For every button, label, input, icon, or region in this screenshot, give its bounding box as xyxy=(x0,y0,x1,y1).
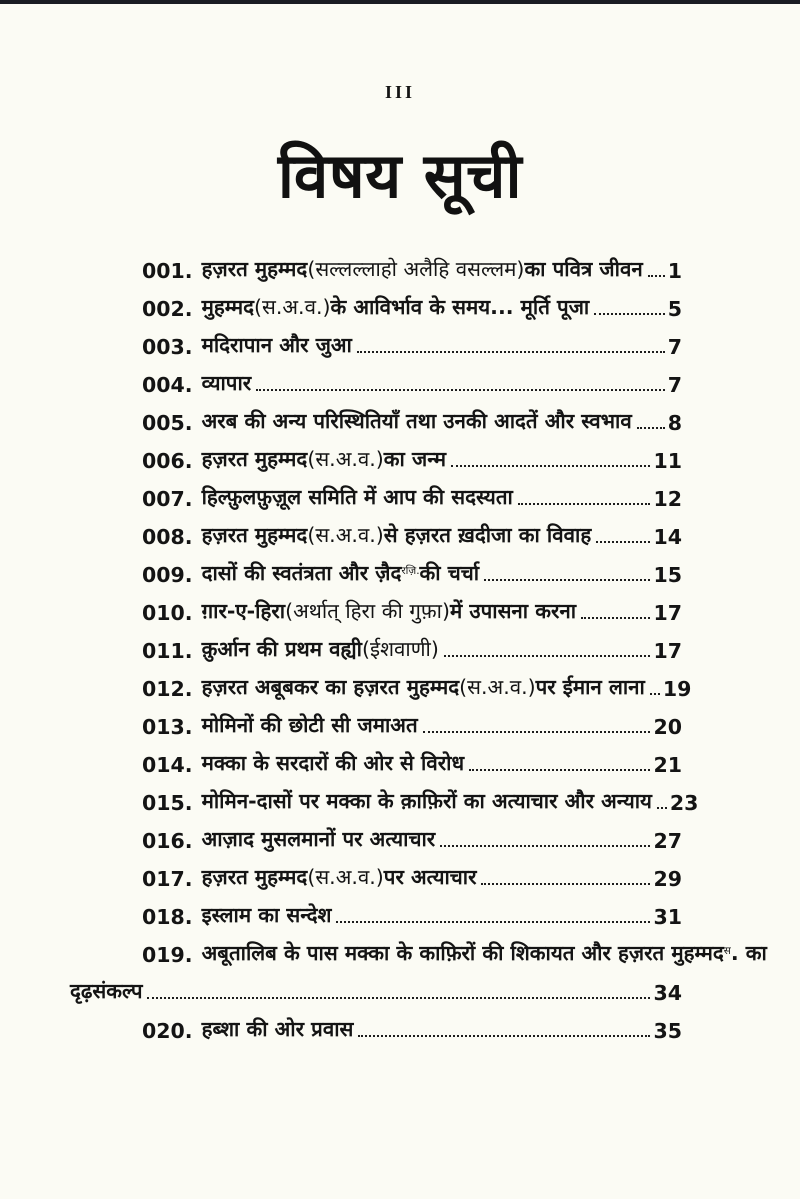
toc-entry-page-number: 12 xyxy=(653,486,682,511)
toc-entry-number: 003. xyxy=(142,334,193,359)
page-title: विषय सूची xyxy=(277,139,523,212)
toc-dot-leader xyxy=(484,579,650,581)
toc-entry-line-continued xyxy=(70,967,682,1005)
toc-entry xyxy=(70,891,682,929)
toc-entry-number: 014. xyxy=(142,752,193,777)
toc-entry-parenthetical: (ईशवाणी) xyxy=(362,636,439,661)
toc-entry-line xyxy=(70,891,682,929)
toc-entry-parenthetical: (सल्लल्लाहो अलैहि वसल्लम) xyxy=(307,256,525,281)
toc-entry-line xyxy=(70,625,682,663)
toc-dot-leader xyxy=(637,427,665,429)
toc-entry-line xyxy=(70,739,682,777)
toc-entry-page-number: 19 xyxy=(662,676,692,701)
toc-dot-leader xyxy=(423,731,651,733)
toc-dot-leader xyxy=(256,389,665,391)
toc-entry-title: हज़रत मुहम्मद xyxy=(201,864,308,889)
toc-entry xyxy=(70,701,682,739)
toc-entry-title: हज़रत अबूबकर का हज़रत मुहम्मद xyxy=(201,674,460,699)
toc-entry-title: क़ुर्आन की प्रथम वह्यी xyxy=(201,636,362,661)
toc-entry-number: 020. xyxy=(142,1018,193,1043)
toc-entry-line xyxy=(70,1005,682,1043)
toc-entry-line xyxy=(70,853,682,891)
toc-entry-page-number: 15 xyxy=(653,562,682,587)
toc-entry-line xyxy=(70,929,767,967)
toc-entry-superscript: रज़ि. xyxy=(401,565,420,577)
toc-entry-title: व्यापार xyxy=(201,370,252,395)
toc-entry-title: दृढ़संकल्प xyxy=(70,978,143,1003)
toc-entry-number: 009. xyxy=(142,562,193,587)
toc-entry-title: मक्का के सरदारों की ओर से विरोध xyxy=(201,750,465,775)
toc-entry-page-number: 14 xyxy=(653,524,682,549)
toc-entry-parenthetical: (स.अ.व.) xyxy=(307,522,384,547)
toc-dot-leader xyxy=(444,655,651,657)
table-of-contents xyxy=(70,245,767,1043)
toc-dot-leader xyxy=(518,503,651,505)
toc-entry-number: 017. xyxy=(142,866,193,891)
toc-entry-title: पर ईमान लाना xyxy=(535,674,645,699)
toc-dot-leader xyxy=(481,883,650,885)
toc-entry-number: 012. xyxy=(142,676,193,701)
toc-entry-title: दासों की स्वतंत्रता और ज़ैद xyxy=(201,560,402,585)
toc-entry xyxy=(70,473,682,511)
toc-entry-parenthetical: (स.अ.व.) xyxy=(307,864,384,889)
toc-entry-parenthetical: (स.अ.व.) xyxy=(459,674,536,699)
toc-entry xyxy=(70,929,767,1005)
toc-entry-title: ग़ार-ए-हिरा xyxy=(201,598,286,623)
toc-entry xyxy=(70,511,682,549)
toc-entry-number: 011. xyxy=(142,638,193,663)
toc-entry xyxy=(70,283,682,321)
toc-entry-title: आज़ाद मुसलमानों पर अत्याचार xyxy=(201,826,436,851)
toc-dot-leader xyxy=(357,351,665,353)
toc-entry-title: की चर्चा xyxy=(419,560,480,585)
toc-entry-line xyxy=(70,473,682,511)
toc-entry-number: 004. xyxy=(142,372,193,397)
toc-entry xyxy=(70,549,682,587)
toc-entry xyxy=(70,321,682,359)
toc-dot-leader xyxy=(648,275,665,277)
toc-entry-line xyxy=(70,283,682,321)
toc-dot-leader xyxy=(657,807,667,809)
toc-entry-page-number: 8 xyxy=(667,410,682,435)
folio-roman-numeral: III xyxy=(384,82,415,102)
toc-entry xyxy=(70,397,682,435)
toc-entry-line xyxy=(70,663,692,701)
toc-entry-parenthetical: (स.अ.व.) xyxy=(254,294,331,319)
toc-entry-page-number: 17 xyxy=(653,638,682,663)
toc-entry-title: पर अत्याचार xyxy=(383,864,477,889)
toc-entry-parenthetical: (स.अ.व.) xyxy=(307,446,384,471)
toc-entry-parenthetical: (अर्थात् हिरा की गुफ़ा) xyxy=(285,598,450,623)
toc-dot-leader xyxy=(336,921,650,923)
toc-entry-line xyxy=(70,435,682,473)
toc-entry-page-number: 35 xyxy=(653,1018,682,1043)
toc-entry-number: 005. xyxy=(142,410,193,435)
toc-entry-title: मोमिन-दासों पर मक्का के क़ाफ़िरों का अत्याचार और अन्याय xyxy=(201,788,652,813)
toc-entry-page-number: 34 xyxy=(653,980,682,1005)
toc-entry-page-number: 29 xyxy=(653,866,682,891)
toc-entry-page-number: 20 xyxy=(653,714,682,739)
toc-entry-line xyxy=(70,815,682,853)
toc-entry xyxy=(70,245,682,283)
toc-entry-number: 015. xyxy=(142,790,193,815)
toc-entry-page-number: 11 xyxy=(653,448,682,473)
toc-entry-page-number: 31 xyxy=(653,904,682,929)
toc-dot-leader xyxy=(358,1035,650,1037)
toc-entry xyxy=(70,1005,682,1043)
toc-entry-line xyxy=(70,245,682,283)
toc-entry-page-number: 7 xyxy=(667,334,682,359)
toc-dot-leader xyxy=(650,693,660,695)
toc-entry xyxy=(70,663,692,701)
toc-entry-line xyxy=(70,777,699,815)
toc-entry-title: हज़रत मुहम्मद xyxy=(201,256,308,281)
toc-entry-title: अरब की अन्य परिस्थितियाँ तथा उनकी आदतें और स्वभाव xyxy=(201,408,632,433)
toc-entry-line xyxy=(70,359,682,397)
toc-entry-number: 006. xyxy=(142,448,193,473)
toc-entry-title: के आविर्भाव के समय... मूर्ति पूजा xyxy=(330,294,590,319)
toc-entry-page-number: 5 xyxy=(667,296,682,321)
toc-entry-number: 008. xyxy=(142,524,193,549)
toc-dot-leader xyxy=(581,617,650,619)
toc-entry-page-number: 21 xyxy=(653,752,682,777)
toc-entry-superscript: स xyxy=(723,945,731,957)
toc-entry-number: 016. xyxy=(142,828,193,853)
toc-dot-leader xyxy=(147,997,650,999)
toc-entry-title: का पवित्र जीवन xyxy=(524,256,643,281)
toc-entry-title: हिल्फ़ुलफ़ुज़ूल समिति में आप की सदस्यता xyxy=(201,484,513,509)
toc-entry-line xyxy=(70,397,682,435)
toc-entry-line xyxy=(70,549,682,587)
toc-entry-page-number: 1 xyxy=(667,258,682,283)
toc-entry-number: 018. xyxy=(142,904,193,929)
toc-entry-title: मदिरापान और जुआ xyxy=(201,332,352,357)
toc-entry-title: हब्शा की ओर प्रवास xyxy=(201,1016,354,1041)
toc-entry-title: हज़रत मुहम्मद xyxy=(201,446,308,471)
toc-entry xyxy=(70,435,682,473)
toc-entry-title: में उपासना करना xyxy=(449,598,577,623)
toc-entry xyxy=(70,777,699,815)
toc-entry-number: 001. xyxy=(142,258,193,283)
toc-entry xyxy=(70,587,682,625)
toc-entry xyxy=(70,815,682,853)
toc-entry-title: मोमिनों की छोटी सी जमाअत xyxy=(201,712,418,737)
toc-entry-number: 010. xyxy=(142,600,193,625)
toc-entry-title: मुहम्मद xyxy=(201,294,255,319)
toc-entry-title: से हज़रत ख़दीजा का विवाह xyxy=(383,522,592,547)
toc-entry xyxy=(70,359,682,397)
toc-dot-leader xyxy=(451,465,650,467)
toc-entry-page-number: 7 xyxy=(667,372,682,397)
toc-entry-number: 019. xyxy=(142,942,193,967)
toc-dot-leader xyxy=(594,313,665,315)
toc-entry-line xyxy=(70,701,682,739)
toc-entry-title: अबूतालिब के पास मक्का के काफ़िरों की शिकायत और हज़रत मुहम्मद xyxy=(201,940,724,965)
toc-entry-title: इस्लाम का सन्देश xyxy=(201,902,332,927)
toc-dot-leader xyxy=(440,845,650,847)
toc-entry-number: 007. xyxy=(142,486,193,511)
toc-dot-leader xyxy=(469,769,650,771)
toc-entry-line xyxy=(70,587,682,625)
toc-entry-number: 013. xyxy=(142,714,193,739)
toc-entry-title: . का xyxy=(730,940,767,965)
toc-entry xyxy=(70,625,682,663)
toc-entry-title: का जन्म xyxy=(383,446,446,471)
toc-entry-page-number: 17 xyxy=(653,600,682,625)
toc-entry-page-number: 27 xyxy=(653,828,682,853)
toc-entry xyxy=(70,853,682,891)
toc-entry-title: हज़रत मुहम्मद xyxy=(201,522,308,547)
toc-entry xyxy=(70,739,682,777)
toc-entry-line xyxy=(70,321,682,359)
toc-entry-page-number: 23 xyxy=(669,790,699,815)
page-top-edge xyxy=(0,0,800,4)
toc-dot-leader xyxy=(596,541,650,543)
toc-entry-number: 002. xyxy=(142,296,193,321)
toc-entry-line xyxy=(70,511,682,549)
